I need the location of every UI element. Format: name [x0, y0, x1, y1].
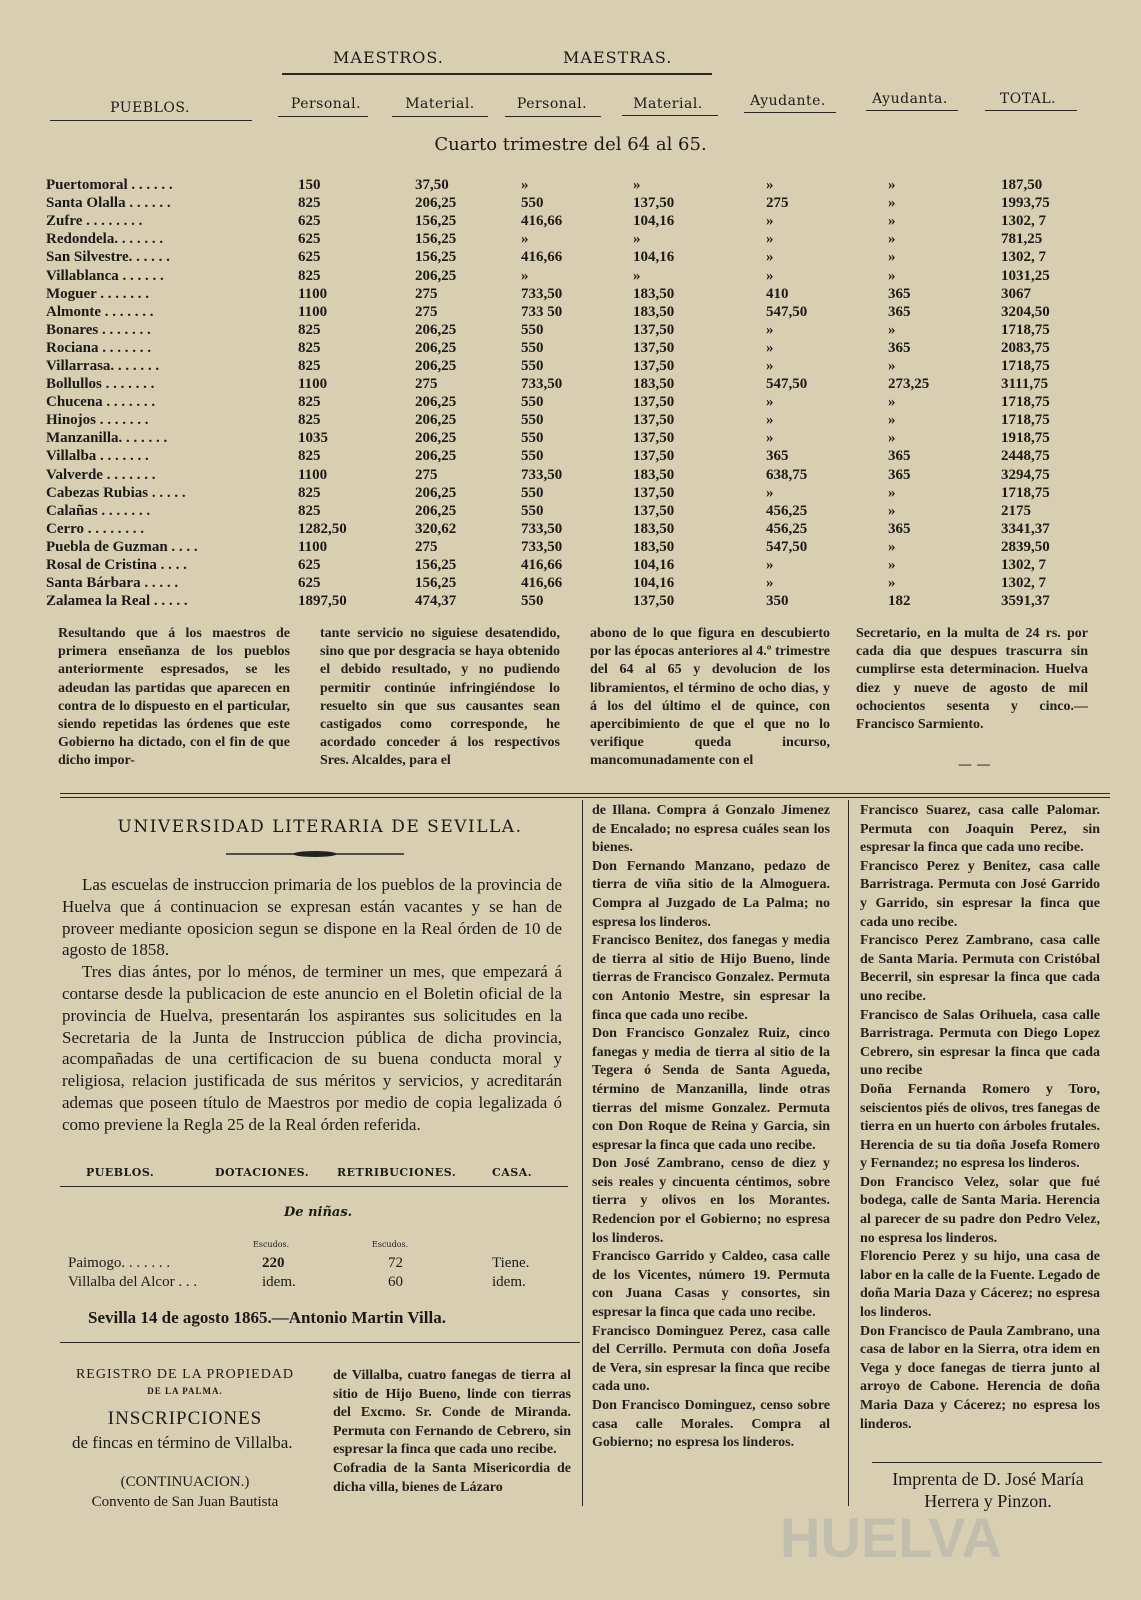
cell-d: 183,50	[633, 303, 675, 320]
header-maestros: MAESTROS.	[333, 48, 444, 67]
cell-a: 1035	[298, 430, 328, 447]
cell-c: 416,66	[521, 213, 563, 230]
cell-b: 156,25	[415, 249, 457, 266]
cell-e: 547,50	[766, 303, 808, 320]
cell-d: 183,50	[633, 466, 675, 483]
vac-h-pueblos: PUEBLOS.	[86, 1166, 155, 1179]
trimestre-title: Cuarto trimestre del 64 al 65.	[434, 134, 707, 155]
rule-c4	[622, 115, 718, 116]
cell-d: 104,16	[633, 557, 675, 574]
pueblo-name: Hinojos . . . . . . .	[46, 412, 149, 429]
pueblo-name: San Silvestre. . . . . .	[46, 249, 170, 266]
cell-c: 550	[521, 195, 544, 212]
cell-c: 550	[521, 593, 544, 610]
pueblos-table	[46, 176, 1081, 610]
cell-d: 137,50	[633, 339, 675, 356]
cell-a: 825	[298, 321, 321, 338]
cell-a: 825	[298, 448, 321, 465]
column-divider-2	[848, 800, 849, 1506]
registro-first-entry: Convento de San Juan Bautista	[91, 1494, 279, 1510]
cell-b: 156,25	[415, 213, 457, 230]
cell-f: »	[888, 195, 896, 212]
cell-g: 3591,37	[1001, 593, 1050, 610]
resolution-col-4: Secretario, en la multa de 24 rs. por cada dia que despues trascurra sin cumplirse esta determinacion. Huelva diez y nueve de agosto de mil ochocientos sesenta y cinco.— Francisco Sarmiento.	[856, 626, 1088, 733]
cell-c: 733,50	[521, 520, 563, 537]
cell-e: 547,50	[766, 538, 808, 555]
table-row	[46, 574, 1081, 592]
cell-c: 733 50	[521, 303, 563, 320]
table-row	[46, 393, 1081, 411]
cell-f: »	[888, 502, 896, 519]
pueblo-name: Rociana . . . . . . .	[46, 339, 151, 356]
cell-a: 825	[298, 502, 321, 519]
cell-c: 550	[521, 430, 544, 447]
pueblo-name: Manzanilla. . . . . . .	[46, 430, 168, 447]
cell-b: 206,25	[415, 412, 457, 429]
cell-a: 1897,50	[298, 593, 347, 610]
cell-b: 156,25	[415, 231, 457, 248]
col-pueblos: PUEBLOS.	[110, 100, 190, 116]
cell-f: 273,25	[888, 376, 930, 393]
cell-g: 1718,75	[1001, 357, 1050, 374]
universidad-firma: Sevilla 14 de agosto 1865.—Antonio Martin Villa.	[88, 1308, 446, 1327]
cell-a: 625	[298, 213, 321, 230]
table-row	[46, 339, 1081, 357]
cell-b: 206,25	[415, 484, 457, 501]
cell-c: 733,50	[521, 466, 563, 483]
col-personal-maestros: Personal.	[290, 96, 362, 112]
cell-e: 456,25	[766, 520, 808, 537]
cell-e: »	[766, 321, 774, 338]
cell-c: 550	[521, 339, 544, 356]
cell-g: 3204,50	[1001, 303, 1050, 320]
cell-e: »	[766, 357, 774, 374]
cell-e: 275	[766, 195, 789, 212]
cell-g: 1918,75	[1001, 430, 1050, 447]
registro-col-c: de Illana. Compra á Gonzalo Jimenez de Encalado; no espresa cuáles sean los bienes. Don Fernando Manzano, pedazo de tierra de viña sitio de la Almoguera. Compra al Juzgado de La Palma; no espresa los linderos. Francisco Benitez, dos fanegas y media de tierra al sitio de Hijo Bueno, linde tierras de Francisco Gonzalez. Permuta con Antonio Mestre, sin espresar la finca que cada uno recibe. Don Francisco Gonzalez Ruiz, cinco fanegas y media de tierra al sitio de la Tegera ó Senda de Santa Agueda, término de Manzanilla, linde otras tierras del misme Gonzalez. Permuta con Don Roque de Reina y Garcia, sin espresar la finca que cada uno recibe. Don José Zambrano, censo de diez y seis reales y cincuenta céntimos, sobre tierra y olivos en los Morantes. Redencion por el Gobierno; no espresa los linderos. Francisco Garrido y Caldeo, casa calle de los Vicentes, número 19. Permuta con Juana Casas y consortes, sin espresar la finca que cada uno recibe. Francisco Dominguez Perez, casa calle del Cerrillo. Permuta con doña Josefa de Vera, sin espresar la finca que recibe cada uno. Don Francisco Dominguez, censo sobre casa calle Morales. Compra al Gobierno; no espresa los linderos.	[592, 803, 830, 1451]
cell-b: 275	[415, 303, 438, 320]
col-ayudanta: Ayudanta.	[872, 91, 948, 107]
cell-d: 137,50	[633, 502, 675, 519]
cell-g: 1718,75	[1001, 321, 1050, 338]
vac-h-dotaciones: DOTACIONES.	[215, 1166, 310, 1179]
cell-d: 137,50	[633, 412, 675, 429]
table-row	[46, 502, 1081, 520]
cell-f: 365	[888, 285, 911, 302]
table-row	[46, 538, 1081, 556]
cell-b: 206,25	[415, 430, 457, 447]
cell-b: 474,37	[415, 593, 457, 610]
table-row	[46, 556, 1081, 574]
cell-a: 625	[298, 575, 321, 592]
cell-c: 733,50	[521, 538, 563, 555]
cell-f: 182	[888, 593, 911, 610]
table-row	[46, 411, 1081, 429]
vac-r2-ret: 60	[388, 1274, 403, 1290]
cell-f: »	[888, 412, 896, 429]
cell-g: 1302, 7	[1001, 557, 1046, 574]
vac-h-retribuciones: RETRIBUCIONES.	[337, 1166, 457, 1179]
cell-d: 137,50	[633, 394, 675, 411]
cell-d: 137,50	[633, 448, 675, 465]
cell-e: »	[766, 557, 774, 574]
cell-c: »	[521, 231, 529, 248]
rule-c6	[866, 110, 958, 111]
cell-e: 365	[766, 448, 789, 465]
cell-c: 733,50	[521, 376, 563, 393]
cell-f: »	[888, 249, 896, 266]
cell-e: »	[766, 339, 774, 356]
cell-f: 365	[888, 303, 911, 320]
cell-a: 625	[298, 557, 321, 574]
cell-b: 275	[415, 466, 438, 483]
cell-e: »	[766, 177, 774, 194]
vac-r1-pueblo: Paimogo. . . . . . .	[68, 1255, 171, 1271]
archive-watermark: HUELVA	[780, 1506, 1002, 1569]
registro-title: REGISTRO DE LA PROPIEDAD	[75, 1367, 295, 1382]
section-rule-2	[60, 797, 1110, 798]
cell-g: 1302, 7	[1001, 213, 1046, 230]
col-material-maestros: Material.	[405, 96, 475, 112]
rule-c1	[278, 116, 368, 117]
rule-pueblos	[50, 120, 252, 121]
table-row	[46, 285, 1081, 303]
table-row	[46, 447, 1081, 465]
cell-f: »	[888, 231, 896, 248]
cell-f: »	[888, 557, 896, 574]
header-maestras: MAESTRAS.	[563, 48, 673, 67]
rule-c5	[744, 112, 836, 113]
cell-b: 37,50	[415, 177, 449, 194]
cell-e: »	[766, 430, 774, 447]
cell-d: 104,16	[633, 249, 675, 266]
inscripciones-title: INSCRIPCIONES	[107, 1408, 263, 1429]
imprenta: Imprenta de D. José María Herrera y Pinzon.	[892, 1469, 1084, 1511]
cell-d: »	[633, 177, 641, 194]
cell-f: »	[888, 575, 896, 592]
universidad-title: UNIVERSIDAD LITERARIA DE SEVILLA.	[117, 817, 523, 837]
registro-col-d: Francisco Suarez, casa calle Palomar. Permuta con Joaquin Perez, sin espresar la finca que cada uno recibe. Francisco Perez y Benitez, casa calle Barristraga. Permuta con José Garrido y Garrido, sin espresar la finca que cada uno recibe. Francisco Perez Zambrano, casa calle de Santa Maria. Permuta con Cristóbal Becerril, sin espresar la finca que cada uno recibe. Francisco de Salas Orihuela, casa calle Barristraga. Permuta con Diego Lopez Cebrero, sin espresar la finca que cada uno recibe Doña Fernanda Romero y Toro, seiscientos piés de olivos, tres fanegas de tierra en un huerto con árboles frutales. Herencia de su tia doña Josefa Romero y Fernandez; no espresa los linderos. Don Francisco Velez, solar que fué bodega, calle de Santa Maria. Herencia al parecer de su padre don Pedro Velez, no espresa los linderos. Florencio Perez y su hijo, una casa de labor en la calle de la Fuente. Legado de doña Maria Daza y Cácerez; no espresa los linderos. Don Francisco de Paula Zambrano, una casa de labor en la Sierra, otra idem en Vega y doce fanegas de tierra junto al arroyo de Cabone. Herencia de doña Maria Daza y Cácerez; no espresa los linderos.	[860, 803, 1100, 1432]
cell-e: »	[766, 231, 774, 248]
cell-e: 350	[766, 593, 789, 610]
registro-col-b: de Villalba, cuatro fanegas de tierra al sitio de Hijo Bueno, linde con tierras del Excmo. Sr. Conde de Miranda. Permuta con Fernando de Cebrero, sin espresar la finca que cada uno recibe. Cofradia de la Santa Misericordia de dicha villa, bienes de Lázaro	[333, 1368, 571, 1495]
cell-d: 104,16	[633, 213, 675, 230]
cell-g: 2839,50	[1001, 538, 1050, 555]
cell-b: 206,25	[415, 357, 457, 374]
vac-r1-ret: 72	[388, 1255, 403, 1271]
cell-g: 1302, 7	[1001, 249, 1046, 266]
table-row	[46, 194, 1081, 212]
cell-g: 3294,75	[1001, 466, 1050, 483]
cell-g: 3111,75	[1001, 376, 1049, 393]
cell-f: »	[888, 484, 896, 501]
cell-b: 275	[415, 538, 438, 555]
pueblo-name: Puertomoral . . . . . .	[46, 177, 173, 194]
cell-b: 206,25	[415, 195, 457, 212]
de-ninas: De niñas.	[284, 1205, 353, 1220]
pueblo-name: Villablanca . . . . . .	[46, 267, 164, 284]
cell-f: »	[888, 538, 896, 555]
cell-f: »	[888, 430, 896, 447]
cell-d: 183,50	[633, 538, 675, 555]
cell-a: 825	[298, 394, 321, 411]
table-row	[46, 303, 1081, 321]
table-row	[46, 484, 1081, 502]
cell-e: »	[766, 575, 774, 592]
cell-c: 550	[521, 484, 544, 501]
cell-d: 137,50	[633, 195, 675, 212]
cell-a: 625	[298, 249, 321, 266]
header-rule	[282, 73, 712, 75]
cell-f: 365	[888, 448, 911, 465]
rule-c3	[505, 116, 601, 117]
col-personal-maestras: Personal.	[516, 96, 588, 112]
cell-d: 183,50	[633, 285, 675, 302]
escudos-2: Escudos.	[372, 1240, 409, 1249]
cell-f: »	[888, 267, 896, 284]
table-row	[46, 266, 1081, 284]
pueblo-name: Redondela. . . . . . .	[46, 231, 164, 248]
resolution-dash: — —	[958, 757, 991, 773]
cell-c: 416,66	[521, 575, 563, 592]
cell-b: 206,25	[415, 321, 457, 338]
pueblo-name: Almonte . . . . . . .	[46, 303, 154, 320]
universidad-p2: Tres dias ántes, por lo ménos, de terminer un mes, que empezará á contarse desde la publicacion de este anuncio en el Boletin oficial de la provincia de Huelva, presentarán los aspirantes sus solicitudes en la Secretaria de la Junta de Instruccion pública de dicha provincia, acompañadas de una certificacion de su buena conducta moral y religiosa, relacion justificada de sus méritos y servicios, y acreditarán ademas que poseen título de Maestros por medio de copia legalizada ó como previene la Regla 25 de la Real órden referida.	[62, 962, 562, 1134]
cell-b: 206,25	[415, 448, 457, 465]
inscripciones-subtitle: de fincas en término de Villalba.	[72, 1433, 293, 1452]
cell-a: 150	[298, 177, 321, 194]
pueblo-name: Puebla de Guzman . . . .	[46, 538, 198, 555]
cell-b: 156,25	[415, 575, 457, 592]
cell-d: 183,50	[633, 376, 675, 393]
cell-a: 825	[298, 267, 321, 284]
cell-a: 625	[298, 231, 321, 248]
cell-e: »	[766, 412, 774, 429]
cell-c: »	[521, 177, 529, 194]
table-row	[46, 466, 1081, 484]
cell-f: »	[888, 177, 896, 194]
table-row	[46, 357, 1081, 375]
cell-c: 416,66	[521, 557, 563, 574]
cell-d: 137,50	[633, 357, 675, 374]
table-row	[46, 520, 1081, 538]
cell-b: 275	[415, 285, 438, 302]
cell-e: 547,50	[766, 376, 808, 393]
cell-e: »	[766, 267, 774, 284]
cell-d: 104,16	[633, 575, 675, 592]
cell-g: 1031,25	[1001, 267, 1050, 284]
continuacion: (CONTINUACION.)	[120, 1474, 250, 1490]
pueblo-name: Cerro . . . . . . . .	[46, 520, 145, 537]
table-row	[46, 176, 1081, 194]
cell-c: 550	[521, 394, 544, 411]
pueblo-name: Bollullos . . . . . . .	[46, 376, 155, 393]
cell-c: 550	[521, 448, 544, 465]
col-material-maestras: Material.	[633, 96, 703, 112]
cell-c: 733,50	[521, 285, 563, 302]
cell-c: »	[521, 267, 529, 284]
cell-a: 825	[298, 357, 321, 374]
cell-g: 3067	[1001, 285, 1031, 302]
escudos-1: Escudos.	[253, 1240, 290, 1249]
cell-g: 1718,75	[1001, 412, 1050, 429]
cell-f: »	[888, 321, 896, 338]
cell-d: 137,50	[633, 484, 675, 501]
registro-subtitle: DE LA PALMA.	[147, 1386, 223, 1396]
cell-f: 365	[888, 520, 911, 537]
table-row	[46, 375, 1081, 393]
cell-c: 550	[521, 357, 544, 374]
section-rule	[60, 793, 1110, 794]
cell-g: 2175	[1001, 502, 1031, 519]
pueblo-name: Calañas . . . . . . .	[46, 502, 151, 519]
cell-e: »	[766, 249, 774, 266]
pueblo-name: Cabezas Rubias . . . . .	[46, 484, 186, 501]
pueblo-name: Villalba . . . . . . .	[46, 448, 149, 465]
vac-r1-dot: 220	[262, 1255, 285, 1271]
cell-c: 550	[521, 502, 544, 519]
table-row	[46, 212, 1081, 230]
cell-f: 365	[888, 339, 911, 356]
vac-r2-dot: idem.	[262, 1274, 296, 1290]
cell-g: 1993,75	[1001, 195, 1050, 212]
cell-b: 320,62	[415, 520, 457, 537]
pueblo-name: Santa Bárbara . . . . .	[46, 575, 179, 592]
cell-g: 1718,75	[1001, 484, 1050, 501]
cell-b: 206,25	[415, 339, 457, 356]
resolution-col-2: tante servicio no siguiese desatendido, sino que por desgracia se haya obtenido el debido resultado, y no pudiendo permitir continúe infringiéndose lo resuelto sin que sus causantes sean castigados como corresponde, he acordado conceder á los respectivos Sres. Alcaldes, para el	[320, 626, 560, 769]
cell-g: 2083,75	[1001, 339, 1050, 356]
cell-e: »	[766, 484, 774, 501]
cell-a: 1100	[298, 303, 328, 320]
resolution-col-1: Resultando que á los maestros de primera enseñanza de los pueblos anteriormente espresados, se les adeudan las partidas que aparecen en contra de lo dispuesto en el particular, siendo repetidas las órdenes que este Gobierno ha dictado, con el fin de que dicho impor-	[58, 626, 290, 769]
cell-g: 1718,75	[1001, 394, 1050, 411]
cell-c: 550	[521, 321, 544, 338]
cell-d: »	[633, 231, 641, 248]
table-row	[46, 592, 1081, 610]
cell-d: 137,50	[633, 593, 675, 610]
pueblo-name: Valverde . . . . . . .	[46, 466, 156, 483]
vac-r1-casa: Tiene.	[492, 1255, 530, 1271]
vac-r2-casa: idem.	[492, 1274, 526, 1290]
table-row	[46, 429, 1081, 447]
col-total: TOTAL.	[999, 91, 1057, 107]
pueblo-name: Villarrasa. . . . . . .	[46, 357, 160, 374]
cell-b: 206,25	[415, 267, 457, 284]
pueblo-name: Rosal de Cristina . . . .	[46, 557, 187, 574]
cell-d: 137,50	[633, 321, 675, 338]
cell-g: 2448,75	[1001, 448, 1050, 465]
vac-h-casa: CASA.	[492, 1166, 533, 1179]
cell-f: 365	[888, 466, 911, 483]
column-divider-1	[582, 800, 583, 1506]
rule-c2	[392, 116, 488, 117]
vac-rule	[60, 1186, 568, 1187]
cell-g: 1302, 7	[1001, 575, 1046, 592]
cell-g: 3341,37	[1001, 520, 1050, 537]
cell-e: 456,25	[766, 502, 808, 519]
cell-g: 781,25	[1001, 231, 1043, 248]
cell-a: 825	[298, 195, 321, 212]
cell-b: 206,25	[415, 394, 457, 411]
ornament-rule	[226, 850, 404, 858]
cell-f: »	[888, 394, 896, 411]
cell-a: 1100	[298, 376, 328, 393]
resolution-col-3: abono de lo que figura en descubierto por las épocas anteriores al 4.º trimestre del 64 al 65 y devolucion de los libramientos, el término de ocho dias, y á los del último el de quince, con apercibimiento de que el que no lo verifique queda incurso, mancomunadamente con el	[590, 626, 830, 769]
vac-r2-pueblo: Villalba del Alcor . . .	[68, 1274, 198, 1290]
cell-a: 825	[298, 484, 321, 501]
pueblo-name: Santa Olalla . . . . . .	[46, 195, 171, 212]
cell-d: »	[633, 267, 641, 284]
pueblo-name: Moguer . . . . . . .	[46, 285, 150, 302]
imprenta-rule	[872, 1462, 1102, 1463]
rule-c7	[985, 110, 1077, 111]
cell-b: 275	[415, 376, 438, 393]
firma-rule	[60, 1342, 580, 1343]
cell-e: »	[766, 213, 774, 230]
cell-e: »	[766, 394, 774, 411]
universidad-body	[62, 874, 562, 1136]
table-row	[46, 230, 1081, 248]
cell-d: 137,50	[633, 430, 675, 447]
universidad-p1: Las escuelas de instruccion primaria de los pueblos de la provincia de Huelva que á continuacion se expresan están vacantes y se han de proveer mediante oposicion segun se dispone en la Real órden de 10 de agosto de 1858.	[62, 875, 562, 960]
pueblo-name: Zalamea la Real . . . . .	[46, 593, 188, 610]
cell-a: 1282,50	[298, 520, 347, 537]
cell-a: 825	[298, 412, 321, 429]
table-row	[46, 321, 1081, 339]
pueblo-name: Bonares . . . . . . .	[46, 321, 151, 338]
cell-a: 1100	[298, 538, 328, 555]
cell-a: 825	[298, 339, 321, 356]
table-row	[46, 248, 1081, 266]
cell-f: »	[888, 213, 896, 230]
cell-d: 183,50	[633, 520, 675, 537]
cell-e: 410	[766, 285, 789, 302]
cell-b: 156,25	[415, 557, 457, 574]
pueblo-name: Chucena . . . . . . .	[46, 394, 156, 411]
cell-a: 1100	[298, 285, 328, 302]
cell-c: 416,66	[521, 249, 563, 266]
cell-e: 638,75	[766, 466, 808, 483]
cell-f: »	[888, 357, 896, 374]
cell-g: 187,50	[1001, 177, 1043, 194]
cell-c: 550	[521, 412, 544, 429]
cell-b: 206,25	[415, 502, 457, 519]
pueblo-name: Zufre . . . . . . . .	[46, 213, 143, 230]
cell-a: 1100	[298, 466, 328, 483]
col-ayudante: Ayudante.	[750, 93, 826, 109]
